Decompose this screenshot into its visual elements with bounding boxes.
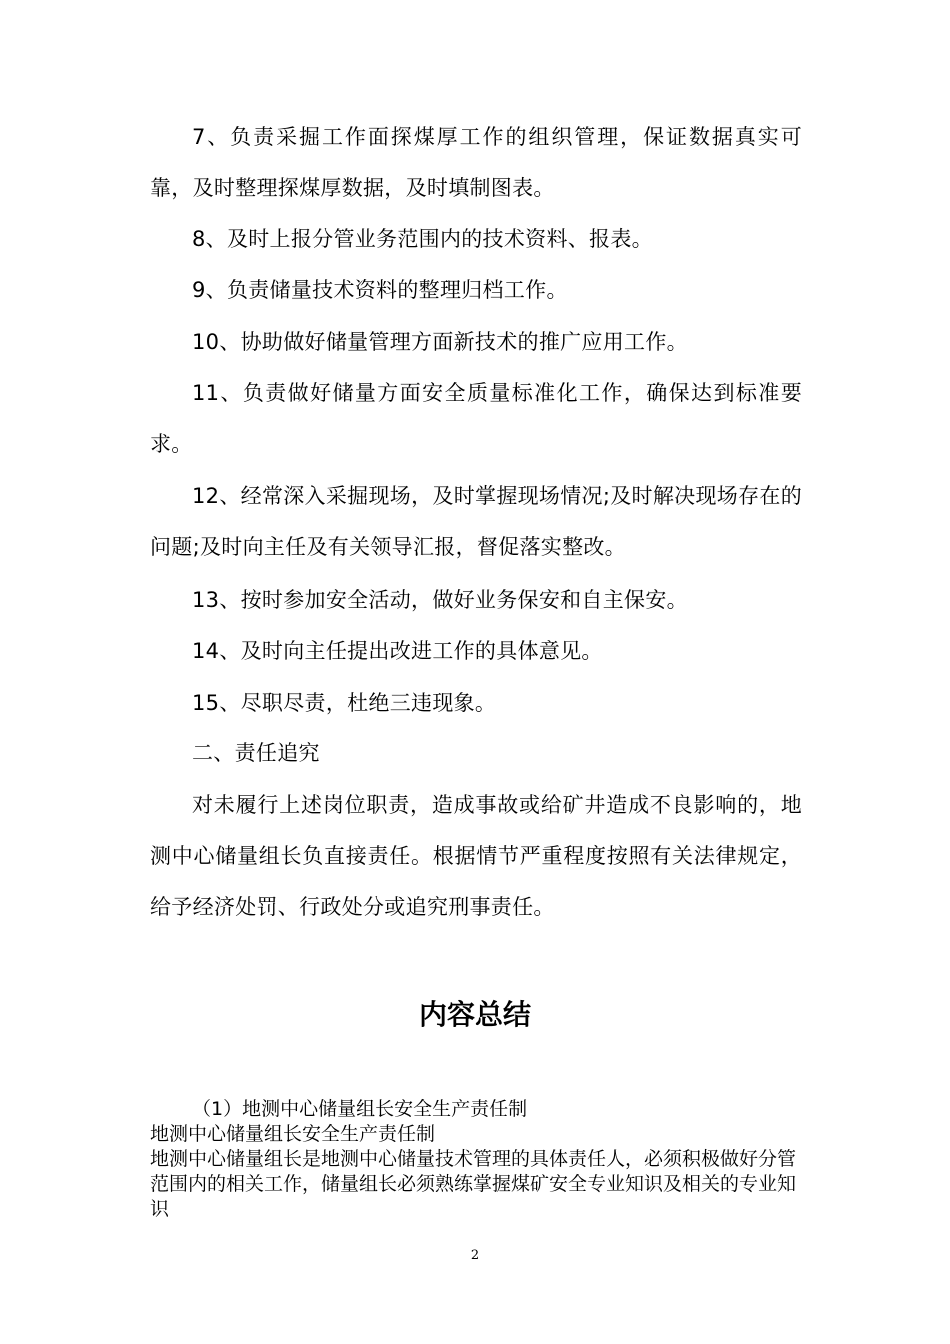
summary-line-body: 地测中心储量组长是地测中心储量技术管理的具体责任人，必须积极做好分管范围内的相关工作，储量组长必须熟练掌握煤矿安全专业知识及相关的专业知识: [150, 1148, 797, 1220]
paragraph-item-13: 13、按时参加安全活动，做好业务保安和自主保安。: [192, 588, 688, 612]
summary-item-heading: （1）地测中心储量组长安全生产责任制: [192, 1098, 528, 1120]
paragraph-item-8: 8、及时上报分管业务范围内的技术资料、报表。: [192, 227, 653, 251]
paragraph-item-9: 9、负责储量技术资料的整理归档工作。: [192, 278, 568, 302]
paragraph-responsibility: 对未履行上述岗位职责，造成事故或给矿井造成不良影响的，地测中心储量组长负直接责任。根据情节严重程度按照有关法律规定，给予经济处罚、行政处分或追究刑事责任。: [150, 793, 802, 919]
summary-title: 内容总结: [418, 998, 531, 1031]
paragraph-item-10: 10、协助做好储量管理方面新技术的推广应用工作。: [192, 330, 688, 354]
paragraph-item-12: 12、经常深入采掘现场，及时掌握现场情况;及时解决现场存在的问题;及时向主任及有关领导汇报，督促落实整改。: [150, 484, 802, 559]
paragraph-item-15: 15、尽职尽责，杜绝三违现象。: [192, 691, 497, 715]
summary-line-title: 地测中心储量组长安全生产责任制: [150, 1123, 436, 1145]
page-number: 2: [470, 1248, 480, 1263]
paragraph-item-11: 11、负责做好储量方面安全质量标准化工作，确保达到标准要求。: [150, 381, 802, 456]
paragraph-item-7: 7、负责采掘工作面探煤厚工作的组织管理，保证数据真实可靠，及时整理探煤厚数据，及时填制图表。: [150, 125, 802, 200]
section-heading: 二、责任追究: [192, 741, 320, 765]
paragraph-item-14: 14、及时向主任提出改进工作的具体意见。: [192, 639, 603, 663]
